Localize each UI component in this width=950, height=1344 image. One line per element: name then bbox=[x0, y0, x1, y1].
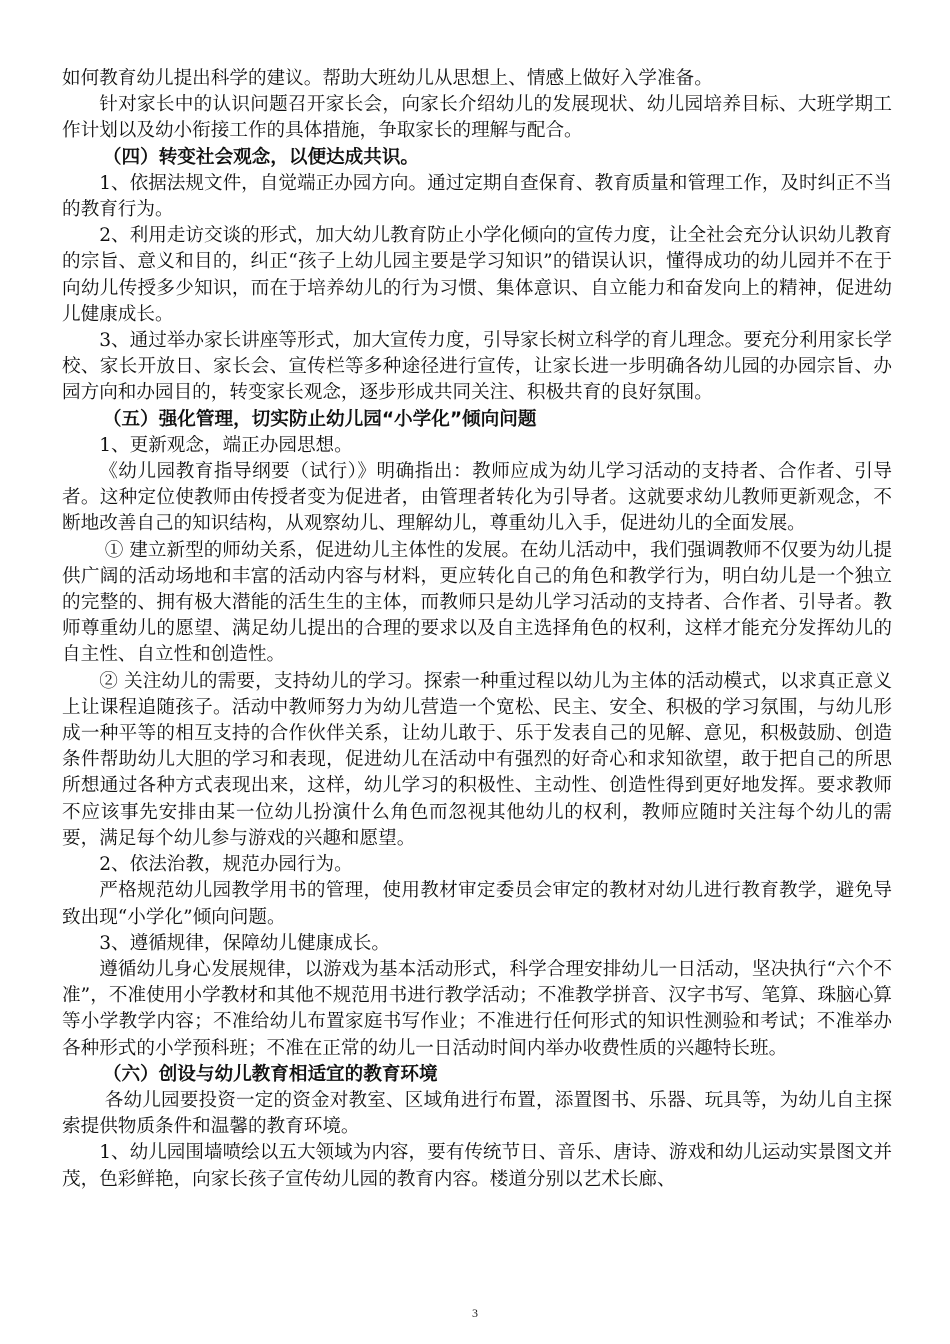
paragraph-item-3: 3、通过举办家长讲座等形式，加大宣传力度，引导家长树立科学的育儿理念。要充分利用家长学校、家长开放日、家长会、宣传栏等多种途径进行宣传，让家长进一步明确各幼儿园的办园宗旨、办园方向和办园目的，转变家长观念，逐步形成共同关注、积极共育的良好氛围。 bbox=[62, 330, 892, 404]
section-heading-6: （六）创设与幼儿教育相适宜的教育环境 bbox=[102, 1063, 438, 1085]
paragraph-item-2: 2、利用走访交谈的形式，加大幼儿教育防止小学化倾向的宣传力度，让全社会充分认识幼儿教育的宗旨、意义和目的，纠正“孩子上幼儿园主要是学习知识”的错误认识，懂得成功的幼儿园并不在于向幼儿传授多少知识，而在于培养幼儿的行为习惯、集体意识、自立能力和奋发向上的精神，促进幼儿健康成长。 bbox=[62, 225, 892, 325]
paragraph-item-1: 1、依据法规文件，自觉端正办园方向。通过定期自查保育、教育质量和管理工作，及时纠正不当的教育行为。 bbox=[62, 172, 892, 221]
paragraph-point-2: ② 关注幼儿的需要，支持幼儿的学习。探索一种重过程以幼儿为主体的活动模式，以求真正意义上让课程追随孩子。活动中教师努力为幼儿营造一个宽松、民主、安全、积极的学习氛围，与幼儿形成一种平等的相互支持的合作伙伴关系，让幼儿敢于、乐于发表自己的见解、意见，积极鼓励、创造条件帮助幼儿大胆的学习和表现，促进幼儿在活动中有强烈的好奇心和求知欲望，敢于把自己的所思所想通过各种方式表现出来，这样，幼儿学习的积极性、主动性、创造性得到更好地发挥。要求教师不应该事先安排由某一位幼儿扮演什么角色而忽视其他幼儿的权利，教师应随时关注每个幼儿的需要，满足每个幼儿参与游戏的兴趣和愿望。 bbox=[62, 670, 892, 849]
paragraph-guideline: 《幼儿园教育指导纲要（试行）》明确指出：教师应成为幼儿学习活动的支持者、合作者、引导者。这种定位使教师由传授者变为促进者，由管理者转化为引导者。这就要求幼儿教师更新观念，不断地改善自己的知识结构，从观察幼儿、理解幼儿，尊重幼儿入手，促进幼儿的全面发展。 bbox=[62, 461, 892, 535]
paragraph-wall-painting: 1、幼儿园围墙喷绘以五大领域为内容，要有传统节日、音乐、唐诗、游戏和幼儿运动实景图文并茂，色彩鲜艳，向家长孩子宣传幼儿园的教育内容。楼道分别以艺术长廊、 bbox=[62, 1142, 892, 1190]
paragraph-textbook: 严格规范幼儿园教学用书的管理，使用教材审定委员会审定的教材对幼儿进行教育教学，避免导致出现“小学化”倾向问题。 bbox=[62, 880, 892, 928]
subheading-update-concept: 1、更新观念，端正办园思想。 bbox=[99, 434, 353, 456]
subheading-rules: 3、遵循规律，保障幼儿健康成长。 bbox=[99, 932, 390, 954]
document-body bbox=[62, 66, 892, 1193]
paragraph-parent-meeting: 针对家长中的认识问题召开家长会，向家长介绍幼儿的发展现状、幼儿园培养目标、大班学期工作计划以及幼小衔接工作的具体措施，争取家长的理解与配合。 bbox=[62, 94, 892, 142]
subheading-law: 2、依法治教，规范办园行为。 bbox=[99, 854, 353, 876]
section-heading-5: （五）强化管理，切实防止幼儿园“小学化”倾向问题 bbox=[102, 408, 537, 430]
paragraph-point-1: ① 建立新型的师幼关系，促进幼儿主体性的发展。在幼儿活动中，我们强调教师不仅要为幼儿提供广阔的活动场地和丰富的活动内容与材料，更应转化自己的角色和教学行为，明白幼儿是一个独立的完整的、拥有极大潜能的活生生的主体，而教师只是幼儿学习活动的支持者、合作者、引导者。教师尊重幼儿的愿望、满足幼儿提出的合理的要求以及自主选择角色的权利，这样才能充分发挥幼儿的自主性、自立性和创造性。 bbox=[62, 539, 892, 666]
paragraph-environment: 各幼儿园要投资一定的资金对教室、区域角进行布置，添置图书、乐器、玩具等，为幼儿自主探索提供物质条件和温馨的教育环境。 bbox=[62, 1089, 892, 1138]
page-number: 3 bbox=[472, 1306, 478, 1320]
paragraph-continued: 如何教育幼儿提出科学的建议。帮助大班幼儿从思想上、情感上做好入学准备。 bbox=[62, 68, 713, 89]
paragraph-six-prohibitions: 遵循幼儿身心发展规律，以游戏为基本活动形式，科学合理安排幼儿一日活动，坚决执行“六个不准”，不准使用小学教材和其他不规范用书进行教学活动；不准教学拼音、汉字书写、笔算、珠脑心算等小学教学内容；不准给幼儿布置家庭书写作业；不准进行任何形式的知识性测验和考试；不准举办各种形式的小学预科班；不准在正常的幼儿一日活动时间内举办收费性质的兴趣特长班。 bbox=[62, 958, 892, 1059]
section-heading-4: （四）转变社会观念，以便达成共识。 bbox=[102, 146, 420, 168]
